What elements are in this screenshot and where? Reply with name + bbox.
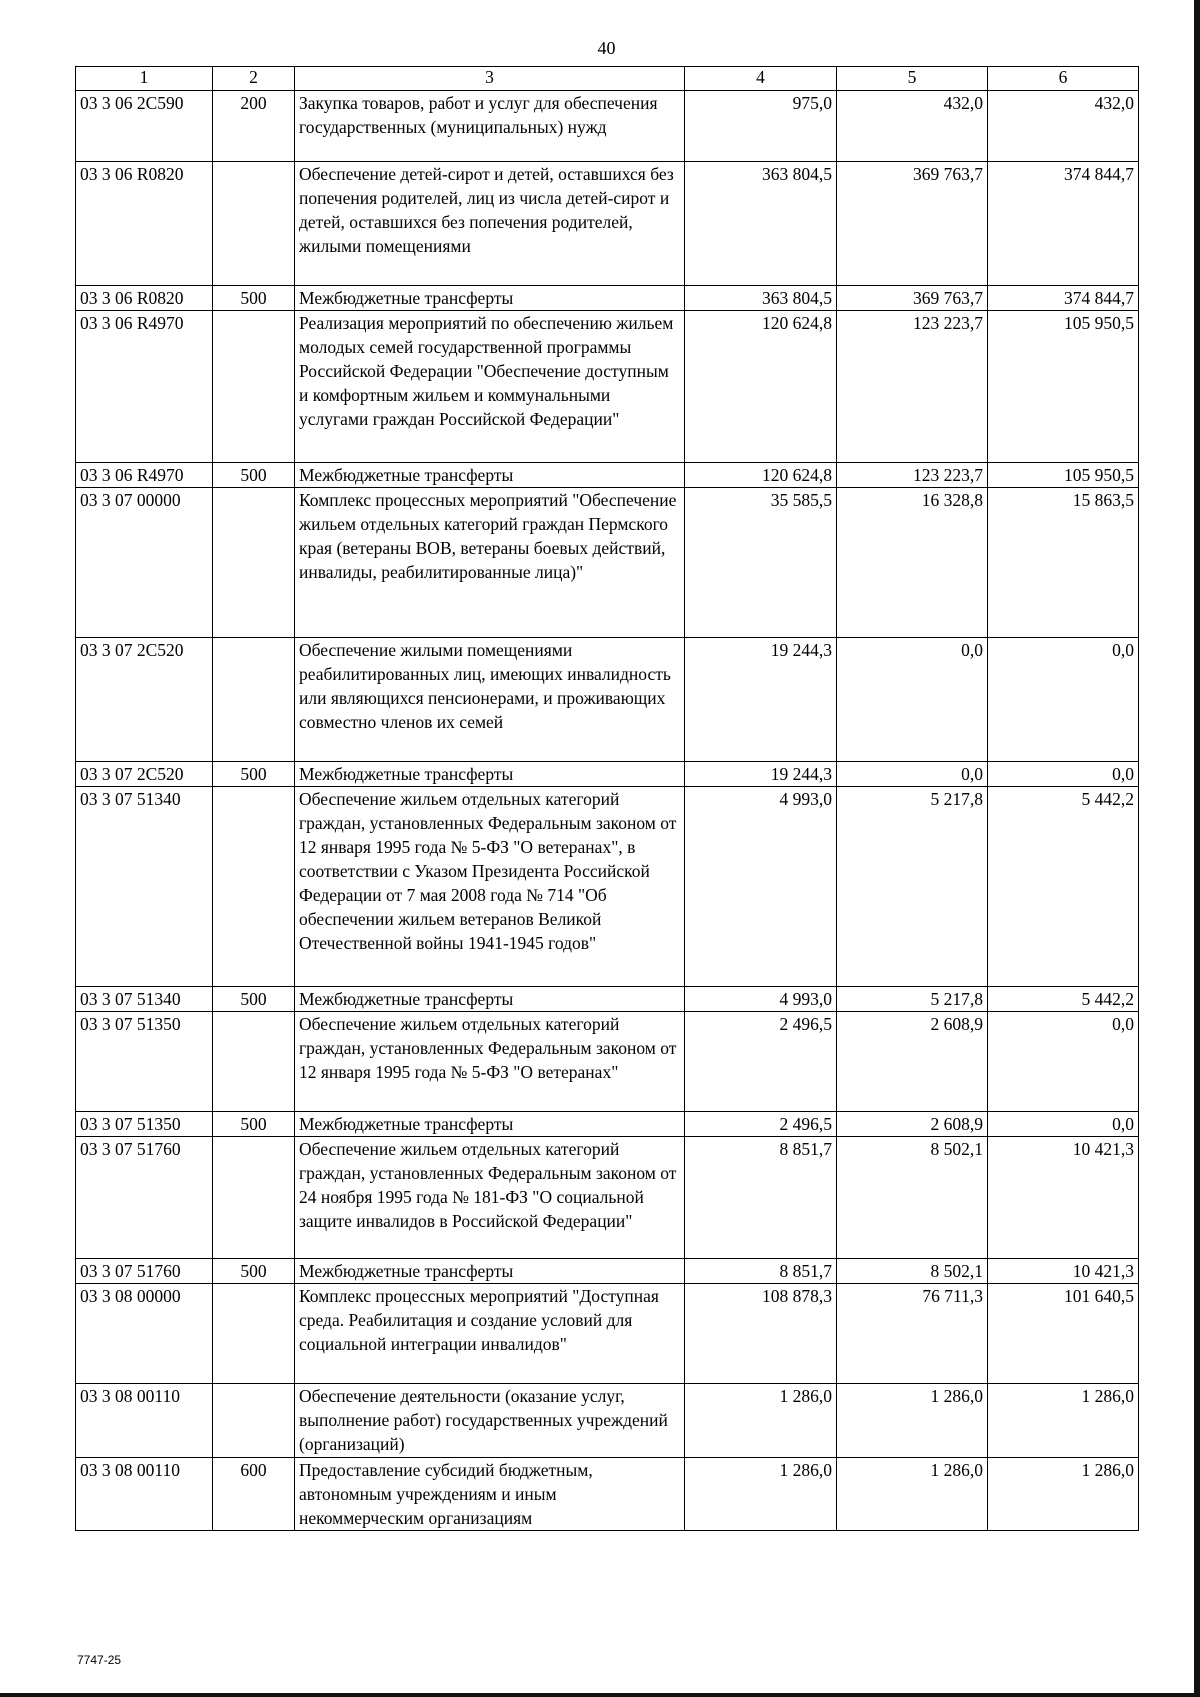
amount-col4-cell: 2 496,5 [685,1012,837,1112]
table-row [76,463,1139,488]
column-header-3: 3 [295,67,685,91]
table-row [76,987,1139,1012]
item-name-cell: Обеспечение жилыми помещениями реабилитированных лиц, имеющих инвалидность или являющихся пенсионерами, и проживающих совместно членов их семей [295,638,685,762]
amount-col4-cell: 8 851,7 [685,1137,837,1259]
amount-col4-cell: 19 244,3 [685,638,837,762]
budget-code-cell: 03 3 07 00000 [76,488,213,638]
budget-code-cell: 03 3 06 2С590 [76,91,213,162]
table-row [76,1137,1139,1259]
expense-type-cell: 500 [213,1259,295,1284]
budget-code-cell: 03 3 06 R4970 [76,311,213,463]
expense-type-cell: 500 [213,286,295,311]
budget-code-cell: 03 3 06 R4970 [76,463,213,488]
amount-col5-cell: 369 763,7 [837,286,988,311]
budget-code-cell: 03 3 07 51340 [76,987,213,1012]
expense-type-cell [213,1384,295,1458]
item-name-cell: Комплекс процессных мероприятий "Обеспечение жильем отдельных категорий граждан Пермского края (ветераны ВОВ, ветераны боевых действий, инвалиды, реабилитированные лица)" [295,488,685,638]
budget-code-cell: 03 3 07 51350 [76,1012,213,1112]
table-row [76,1458,1139,1531]
amount-col4-cell: 363 804,5 [685,286,837,311]
amount-col5-cell: 2 608,9 [837,1012,988,1112]
item-name-cell: Реализация мероприятий по обеспечению жильем молодых семей государственной программы Российской Федерации "Обеспечение доступным и комфортным жильем и коммунальными услугами граждан Российской Федерации" [295,311,685,463]
table-row [76,762,1139,787]
amount-col5-cell: 5 217,8 [837,987,988,1012]
budget-code-cell: 03 3 06 R0820 [76,286,213,311]
amount-col5-cell: 369 763,7 [837,162,988,286]
amount-col4-cell: 108 878,3 [685,1284,837,1384]
expense-type-cell: 500 [213,463,295,488]
budget-code-cell: 03 3 06 R0820 [76,162,213,286]
page-number: 40 [597,38,616,58]
amount-col4-cell: 8 851,7 [685,1259,837,1284]
amount-col5-cell: 0,0 [837,762,988,787]
table-row [76,488,1139,638]
amount-col5-cell: 1 286,0 [837,1458,988,1531]
item-name-cell: Закупка товаров, работ и услуг для обеспечения государственных (муниципальных) нужд [295,91,685,162]
table-row [76,1012,1139,1112]
amount-col6-cell: 105 950,5 [988,311,1139,463]
amount-col6-cell: 101 640,5 [988,1284,1139,1384]
budget-code-cell: 03 3 07 51350 [76,1112,213,1137]
amount-col5-cell: 123 223,7 [837,463,988,488]
amount-col4-cell: 1 286,0 [685,1458,837,1531]
table-row [76,787,1139,987]
amount-col4-cell: 120 624,8 [685,311,837,463]
table-row [76,1259,1139,1284]
amount-col6-cell: 105 950,5 [988,463,1139,488]
expense-type-cell [213,162,295,286]
column-header-4: 4 [685,67,837,91]
expense-type-cell [213,787,295,987]
expense-type-cell: 600 [213,1458,295,1531]
amount-col6-cell: 15 863,5 [988,488,1139,638]
expense-type-cell: 500 [213,987,295,1012]
item-name-cell: Обеспечение жильем отдельных категорий граждан, установленных Федеральным законом от 12 января 1995 года № 5-ФЗ "О ветеранах" [295,1012,685,1112]
table-row [76,1112,1139,1137]
table-row [76,311,1139,463]
column-header-2: 2 [213,67,295,91]
amount-col6-cell: 10 421,3 [988,1259,1139,1284]
expense-type-cell [213,488,295,638]
budget-code-cell: 03 3 07 51760 [76,1137,213,1259]
item-name-cell: Межбюджетные трансферты [295,1259,685,1284]
column-header-5: 5 [837,67,988,91]
budget-code-cell: 03 3 07 2С520 [76,762,213,787]
budget-code-cell: 03 3 07 2С520 [76,638,213,762]
amount-col5-cell: 8 502,1 [837,1137,988,1259]
expense-type-cell [213,311,295,463]
table-row [76,638,1139,762]
item-name-cell: Комплекс процессных мероприятий "Доступная среда. Реабилитация и создание условий для социальной интеграции инвалидов" [295,1284,685,1384]
amount-col4-cell: 975,0 [685,91,837,162]
expense-type-cell: 500 [213,1112,295,1137]
amount-col5-cell: 1 286,0 [837,1384,988,1458]
table-row [76,286,1139,311]
amount-col4-cell: 19 244,3 [685,762,837,787]
item-name-cell: Межбюджетные трансферты [295,762,685,787]
budget-code-cell: 03 3 08 00000 [76,1284,213,1384]
header-row [76,67,1139,91]
budget-code-cell: 03 3 07 51760 [76,1259,213,1284]
expense-type-cell [213,1284,295,1384]
item-name-cell: Межбюджетные трансферты [295,463,685,488]
amount-col4-cell: 2 496,5 [685,1112,837,1137]
table-row [76,1284,1139,1384]
item-name-cell: Обеспечение жильем отдельных категорий граждан, установленных Федеральным законом от 12 января 1995 года № 5-ФЗ "О ветеранах", в соответствии с Указом Президента Российской Федерации от 7 мая 2008 года № 714 "Об обеспечении жильем ветеранов Великой Отечественной войны 1941-1945 годов" [295,787,685,987]
amount-col4-cell: 363 804,5 [685,162,837,286]
item-name-cell: Обеспечение деятельности (оказание услуг, выполнение работ) государственных учреждений (организаций) [295,1384,685,1458]
item-name-cell: Межбюджетные трансферты [295,1112,685,1137]
scan-bottom-edge [0,1693,1200,1697]
amount-col6-cell: 0,0 [988,1012,1139,1112]
budget-table [75,66,1139,1531]
table-row [76,91,1139,162]
amount-col6-cell: 0,0 [988,1112,1139,1137]
expense-type-cell [213,1137,295,1259]
amount-col5-cell: 432,0 [837,91,988,162]
amount-col6-cell: 374 844,7 [988,162,1139,286]
expense-type-cell: 200 [213,91,295,162]
item-name-cell: Предоставление субсидий бюджетным, автономным учреждениям и иным некоммерческим организациям [295,1458,685,1531]
item-name-cell: Межбюджетные трансферты [295,286,685,311]
amount-col6-cell: 5 442,2 [988,987,1139,1012]
table-row [76,1384,1139,1458]
document-code: 7747-25 [77,1653,122,1667]
amount-col6-cell: 1 286,0 [988,1384,1139,1458]
amount-col5-cell: 16 328,8 [837,488,988,638]
budget-code-cell: 03 3 07 51340 [76,787,213,987]
amount-col6-cell: 374 844,7 [988,286,1139,311]
amount-col4-cell: 1 286,0 [685,1384,837,1458]
amount-col4-cell: 4 993,0 [685,987,837,1012]
amount-col6-cell: 432,0 [988,91,1139,162]
item-name-cell: Межбюджетные трансферты [295,987,685,1012]
amount-col4-cell: 120 624,8 [685,463,837,488]
amount-col4-cell: 35 585,5 [685,488,837,638]
expense-type-cell: 500 [213,762,295,787]
budget-code-cell: 03 3 08 00110 [76,1458,213,1531]
table-row [76,162,1139,286]
amount-col5-cell: 123 223,7 [837,311,988,463]
amount-col5-cell: 8 502,1 [837,1259,988,1284]
amount-col5-cell: 5 217,8 [837,787,988,987]
scan-right-edge [1194,0,1200,1697]
column-header-6: 6 [988,67,1139,91]
amount-col6-cell: 5 442,2 [988,787,1139,987]
item-name-cell: Обеспечение детей-сирот и детей, оставшихся без попечения родителей, лиц из числа детей-сирот и детей, оставшихся без попечения родителей, жилыми помещениями [295,162,685,286]
expense-type-cell [213,638,295,762]
budget-code-cell: 03 3 08 00110 [76,1384,213,1458]
amount-col6-cell: 10 421,3 [988,1137,1139,1259]
amount-col6-cell: 0,0 [988,638,1139,762]
amount-col4-cell: 4 993,0 [685,787,837,987]
item-name-cell: Обеспечение жильем отдельных категорий граждан, установленных Федеральным законом от 24 ноября 1995 года № 181-ФЗ "О социальной защите инвалидов в Российской Федерации" [295,1137,685,1259]
amount-col5-cell: 76 711,3 [837,1284,988,1384]
expense-type-cell [213,1012,295,1112]
amount-col6-cell: 1 286,0 [988,1458,1139,1531]
column-header-1: 1 [76,67,213,91]
amount-col5-cell: 0,0 [837,638,988,762]
amount-col5-cell: 2 608,9 [837,1112,988,1137]
amount-col6-cell: 0,0 [988,762,1139,787]
